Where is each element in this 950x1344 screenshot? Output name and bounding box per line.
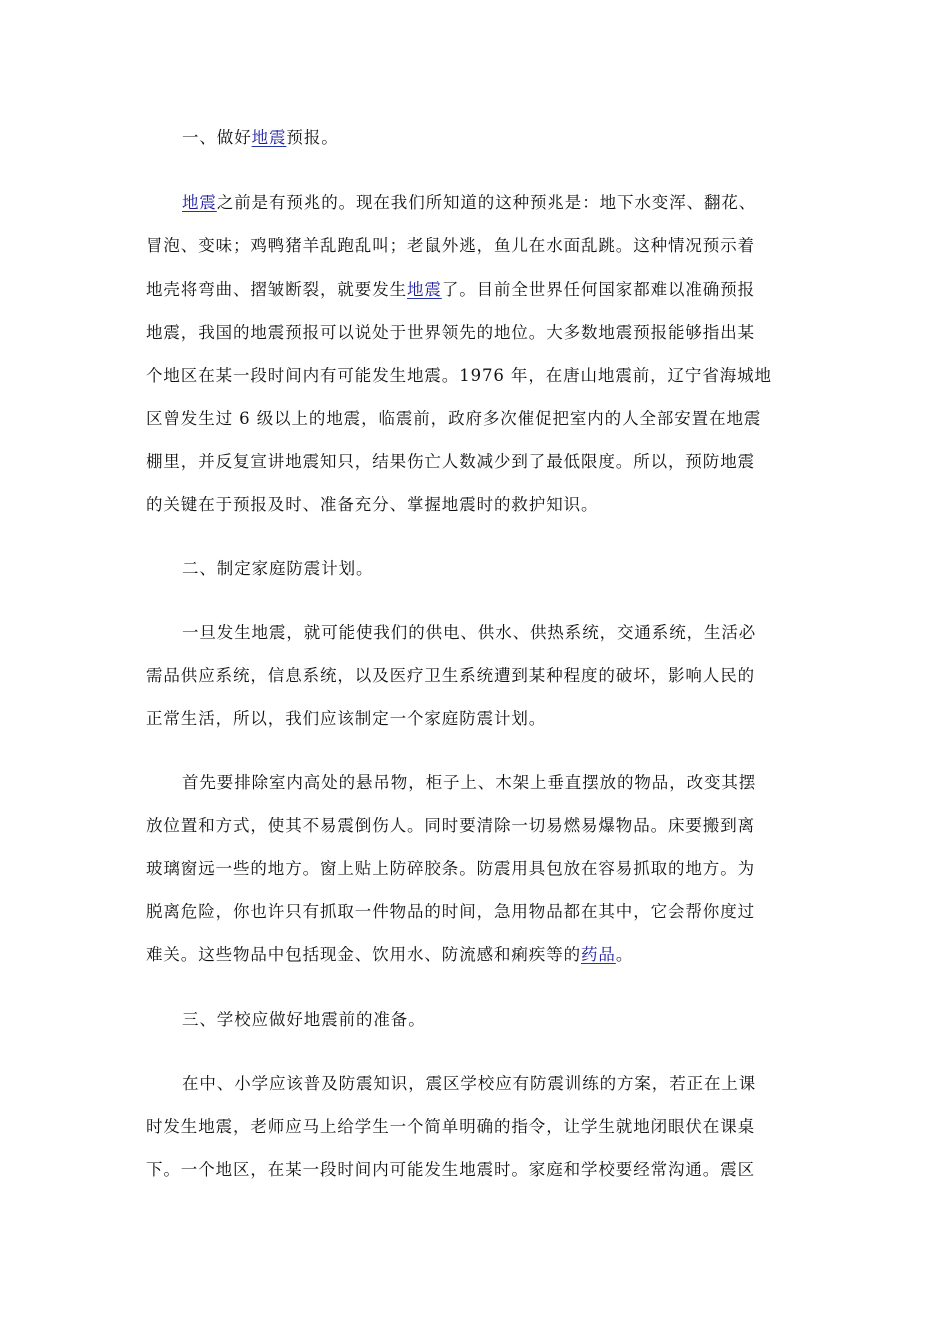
heading-1-suffix: 预报。 [286, 128, 339, 147]
para-1-line-3-prefix: 地壳将弯曲、摺皱断裂，就要发生 [146, 280, 407, 299]
heading-1-prefix: 一、做好 [182, 128, 252, 147]
earthquake-link[interactable]: 地震 [182, 193, 217, 212]
para-1-line-4: 地震，我国的地震预报可以说处于世界领先的地位。大多数地震预报能够指出某 [146, 323, 755, 342]
para-3-line-4: 脱离危险，你也许只有抓取一件物品的时间，急用物品都在其中，它会帮你度过 [146, 902, 755, 921]
para-3-line-5 [146, 945, 816, 965]
para-1-line-7: 棚里，并反复宣讲地震知只，结果伤亡人数减少到了最低限度。所以，预防地震 [146, 452, 755, 471]
para-3-line-1: 首先要排除室内高处的悬吊物，柜子上、木架上垂直摆放的物品，改变其摆 [182, 773, 757, 792]
para-1-line-1 [182, 193, 852, 213]
para-1-line-8: 的关键在于预报及时、准备充分、掌握地震时的救护知识。 [146, 495, 599, 514]
para-4-line-2: 时发生地震，老师应马上给学生一个简单明确的指令，让学生就地闭眼伏在课桌 [146, 1117, 755, 1136]
heading-1 [182, 128, 852, 148]
para-1-line-1-text: 之前是有预兆的。现在我们所知道的这种预兆是：地下水变浑、翻花、 [216, 193, 757, 212]
para-3-line-5-prefix: 难关。这些物品中包括现金、饮用水、防流感和痢疾等的 [146, 945, 581, 964]
para-3-line-5-suffix: 。 [615, 945, 634, 964]
heading-2: 二、制定家庭防震计划。 [182, 559, 374, 578]
medicine-link[interactable]: 药品 [581, 945, 616, 964]
para-1-line-3-suffix: 了。目前全世界任何国家都难以准确预报 [441, 280, 756, 299]
para-3-line-3: 玻璃窗远一些的地方。窗上贴上防碎胶条。防震用具包放在容易抓取的地方。为 [146, 859, 755, 878]
heading-3: 三、学校应做好地震前的准备。 [182, 1010, 426, 1029]
earthquake-link[interactable]: 地震 [407, 280, 442, 299]
para-1-line-3 [146, 280, 816, 300]
para-2-line-2: 需品供应系统，信息系统，以及医疗卫生系统遭到某种程度的破坏，影响人民的 [146, 666, 755, 685]
para-3-line-2: 放位置和方式，使其不易震倒伤人。同时要清除一切易燃易爆物品。床要搬到离 [146, 816, 755, 835]
para-1-line-5: 个地区在某一段时间内有可能发生地震。1976 年，在唐山地震前，辽宁省海城地 [146, 366, 772, 385]
para-4-line-1: 在中、小学应该普及防震知识，震区学校应有防震训练的方案，若正在上课 [182, 1074, 757, 1093]
para-1-line-2: 冒泡、变味；鸡鸭猪羊乱跑乱叫；老鼠外逃，鱼儿在水面乱跳。这种情况预示着 [146, 236, 755, 255]
para-4-line-3: 下。一个地区，在某一段时间内可能发生地震时。家庭和学校要经常沟通。震区 [146, 1160, 755, 1179]
para-2-line-3: 正常生活，所以，我们应该制定一个家庭防震计划。 [146, 709, 547, 728]
para-1-line-6: 区曾发生过 6 级以上的地震，临震前，政府多次催促把室内的人全部安置在地震 [146, 409, 762, 428]
earthquake-link[interactable]: 地震 [251, 128, 287, 147]
para-2-line-1: 一旦发生地震，就可能使我们的供电、供水、供热系统，交通系统，生活必 [182, 623, 757, 642]
